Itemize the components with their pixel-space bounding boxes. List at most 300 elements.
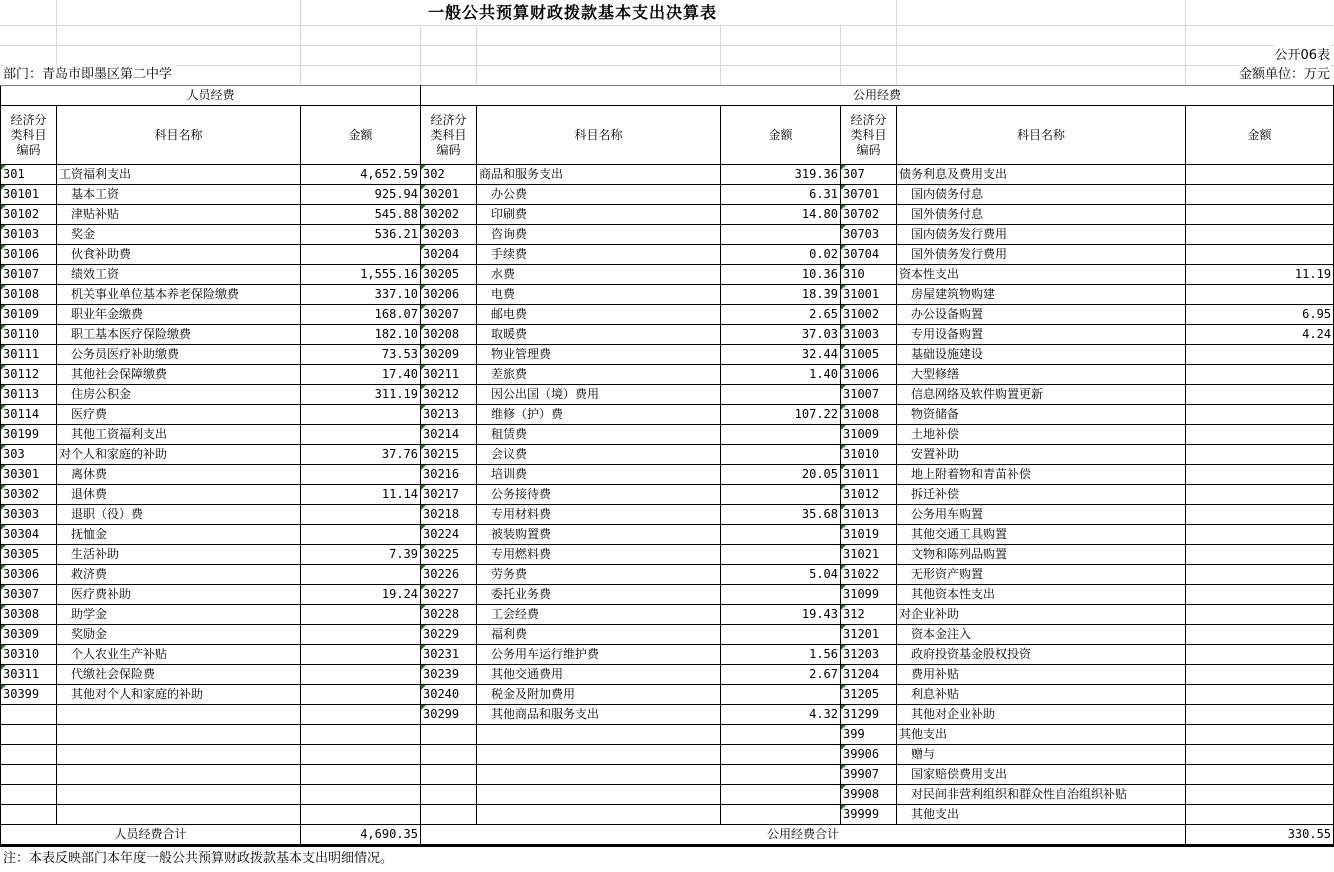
cell-name[interactable]: 物资储备: [897, 405, 1186, 425]
cell-code[interactable]: 30703: [841, 225, 897, 245]
cell-amount[interactable]: [721, 385, 841, 405]
cell-name[interactable]: 机关事业单位基本养老保险缴费: [57, 285, 301, 305]
cell-amount[interactable]: 6.95: [1186, 305, 1334, 325]
cell-name[interactable]: 其他支出: [897, 725, 1186, 745]
cell-amount[interactable]: [1186, 665, 1334, 685]
public-total-amount: 330.55: [1186, 825, 1334, 846]
cell-amount[interactable]: [1186, 525, 1334, 545]
cell-name[interactable]: 公务员医疗补助缴费: [57, 345, 301, 365]
cell-code[interactable]: 30215: [421, 445, 477, 465]
cell-code[interactable]: [1, 785, 57, 805]
cell-name[interactable]: 因公出国（境）费用: [477, 385, 721, 405]
cell-name[interactable]: [57, 705, 301, 725]
cell-amount[interactable]: [301, 765, 421, 785]
cell-name[interactable]: [57, 725, 301, 745]
cell-amount[interactable]: [301, 465, 421, 485]
cell-amount[interactable]: 37.76: [301, 445, 421, 465]
cell-code[interactable]: 307: [841, 165, 897, 185]
cell-name[interactable]: 其他工资福利支出: [57, 425, 301, 445]
cell-code[interactable]: 31205: [841, 685, 897, 705]
cell-name[interactable]: 办公费: [477, 185, 721, 205]
cell-code[interactable]: 30206: [421, 285, 477, 305]
cell-code[interactable]: 31022: [841, 565, 897, 585]
cell-code[interactable]: 30306: [1, 565, 57, 585]
cell-amount[interactable]: [721, 765, 841, 785]
cell-code[interactable]: 39907: [841, 765, 897, 785]
cell-amount[interactable]: [301, 605, 421, 625]
cell-code[interactable]: 30102: [1, 205, 57, 225]
cell-amount[interactable]: [301, 425, 421, 445]
cell-name[interactable]: [57, 765, 301, 785]
cell-name[interactable]: 公务接待费: [477, 485, 721, 505]
cell-code[interactable]: [421, 805, 477, 825]
cell-amount[interactable]: 20.05: [721, 465, 841, 485]
cell-name[interactable]: 被装购置费: [477, 525, 721, 545]
cell-name[interactable]: 助学金: [57, 605, 301, 625]
cell-amount[interactable]: [1186, 805, 1334, 825]
cell-code[interactable]: 30217: [421, 485, 477, 505]
cell-name[interactable]: 国家赔偿费用支出: [897, 765, 1186, 785]
cell-code[interactable]: 30113: [1, 385, 57, 405]
cell-code[interactable]: 31002: [841, 305, 897, 325]
cell-name[interactable]: 其他支出: [897, 805, 1186, 825]
cell-amount[interactable]: [301, 245, 421, 265]
cell-name[interactable]: 公务用车运行维护费: [477, 645, 721, 665]
table-row: [1, 605, 1334, 625]
cell-name[interactable]: 个人农业生产补贴: [57, 645, 301, 665]
cell-amount[interactable]: [1186, 465, 1334, 485]
cell-amount[interactable]: [1186, 225, 1334, 245]
cell-code[interactable]: 31201: [841, 625, 897, 645]
cell-code[interactable]: 30199: [1, 425, 57, 445]
cell-amount[interactable]: [1186, 505, 1334, 525]
cell-name[interactable]: 物业管理费: [477, 345, 721, 365]
cell-name[interactable]: 国外债务发行费用: [897, 245, 1186, 265]
cell-amount[interactable]: [1186, 485, 1334, 505]
cell-code[interactable]: 30228: [421, 605, 477, 625]
cell-code[interactable]: 30307: [1, 585, 57, 605]
cell-name[interactable]: 税金及附加费用: [477, 685, 721, 705]
cell-amount[interactable]: [1186, 185, 1334, 205]
cell-amount[interactable]: [301, 505, 421, 525]
cell-amount[interactable]: [1186, 645, 1334, 665]
cell-amount[interactable]: [1186, 205, 1334, 225]
cell-code[interactable]: 30240: [421, 685, 477, 705]
cell-name[interactable]: [477, 725, 721, 745]
cell-name[interactable]: 奖金: [57, 225, 301, 245]
cell-code[interactable]: 30204: [421, 245, 477, 265]
cell-amount[interactable]: 4,652.59: [301, 165, 421, 185]
cell-amount[interactable]: 4.24: [1186, 325, 1334, 345]
cell-name[interactable]: 信息网络及软件购置更新: [897, 385, 1186, 405]
cell-amount[interactable]: [1186, 545, 1334, 565]
cell-amount[interactable]: 107.22: [721, 405, 841, 425]
cell-code[interactable]: 31003: [841, 325, 897, 345]
cell-name[interactable]: 文物和陈列品购置: [897, 545, 1186, 565]
cell-amount[interactable]: [1186, 365, 1334, 385]
cell-code[interactable]: 31008: [841, 405, 897, 425]
cell-name[interactable]: 工资福利支出: [57, 165, 301, 185]
cell-name[interactable]: 对民间非营利组织和群众性自治组织补贴: [897, 785, 1186, 805]
cell-amount[interactable]: [1186, 445, 1334, 465]
cell-name[interactable]: 水费: [477, 265, 721, 285]
cell-name[interactable]: 拆迁补偿: [897, 485, 1186, 505]
cell-name[interactable]: 培训费: [477, 465, 721, 485]
cell-code[interactable]: 30310: [1, 645, 57, 665]
cell-code[interactable]: 30106: [1, 245, 57, 265]
cell-name[interactable]: 专用设备购置: [897, 325, 1186, 345]
cell-code[interactable]: [421, 765, 477, 785]
cell-code[interactable]: 31007: [841, 385, 897, 405]
cell-name[interactable]: 津贴补贴: [57, 205, 301, 225]
cell-name[interactable]: 取暖费: [477, 325, 721, 345]
cell-name[interactable]: 邮电费: [477, 305, 721, 325]
cell-amount[interactable]: 182.10: [301, 325, 421, 345]
cell-code[interactable]: 30227: [421, 585, 477, 605]
cell-amount[interactable]: [301, 805, 421, 825]
cell-name[interactable]: 伙食补助费: [57, 245, 301, 265]
cell-amount[interactable]: [721, 805, 841, 825]
cell-name[interactable]: 生活补助: [57, 545, 301, 565]
cell-name[interactable]: 委托业务费: [477, 585, 721, 605]
cell-name[interactable]: 安置补助: [897, 445, 1186, 465]
cell-name[interactable]: 专用燃料费: [477, 545, 721, 565]
cell-code[interactable]: 31099: [841, 585, 897, 605]
cell-amount[interactable]: 168.07: [301, 305, 421, 325]
cell-amount[interactable]: [721, 785, 841, 805]
cell-name[interactable]: 绩效工资: [57, 265, 301, 285]
cell-amount[interactable]: 6.31: [721, 185, 841, 205]
cell-code[interactable]: [421, 745, 477, 765]
cell-name[interactable]: 公务用车购置: [897, 505, 1186, 525]
cell-name[interactable]: 福利费: [477, 625, 721, 645]
cell-name[interactable]: 救济费: [57, 565, 301, 585]
cell-amount[interactable]: 1.56: [721, 645, 841, 665]
cell-amount[interactable]: [721, 485, 841, 505]
cell-name[interactable]: 政府投资基金股权投资: [897, 645, 1186, 665]
cell-amount[interactable]: [721, 745, 841, 765]
cell-name[interactable]: 国内债务发行费用: [897, 225, 1186, 245]
cell-code[interactable]: 30308: [1, 605, 57, 625]
cell-name[interactable]: 其他商品和服务支出: [477, 705, 721, 725]
cell-name[interactable]: 地上附着物和青苗补偿: [897, 465, 1186, 485]
cell-name[interactable]: 其他对个人和家庭的补助: [57, 685, 301, 705]
cell-name[interactable]: 资本性支出: [897, 265, 1186, 285]
cell-name[interactable]: 费用补贴: [897, 665, 1186, 685]
cell-code[interactable]: 30224: [421, 525, 477, 545]
cell-name[interactable]: 退休费: [57, 485, 301, 505]
cell-code[interactable]: 39999: [841, 805, 897, 825]
cell-name[interactable]: 对企业补助: [897, 605, 1186, 625]
cell-code[interactable]: 31005: [841, 345, 897, 365]
cell-amount[interactable]: [721, 685, 841, 705]
cell-amount[interactable]: [1186, 725, 1334, 745]
cell-amount[interactable]: [301, 565, 421, 585]
cell-code[interactable]: 30303: [1, 505, 57, 525]
cell-code[interactable]: 31019: [841, 525, 897, 545]
cell-name[interactable]: 其他社会保障缴费: [57, 365, 301, 385]
cell-amount[interactable]: [1186, 705, 1334, 725]
cell-code[interactable]: 31203: [841, 645, 897, 665]
cell-name[interactable]: 商品和服务支出: [477, 165, 721, 185]
cell-code[interactable]: 31001: [841, 285, 897, 305]
cell-amount[interactable]: [301, 405, 421, 425]
cell-name[interactable]: [477, 745, 721, 765]
cell-name[interactable]: 大型修缮: [897, 365, 1186, 385]
cell-code[interactable]: 30108: [1, 285, 57, 305]
cell-code[interactable]: 30399: [1, 685, 57, 705]
cell-amount[interactable]: [1186, 165, 1334, 185]
cell-amount[interactable]: [1186, 745, 1334, 765]
cell-code[interactable]: [1, 805, 57, 825]
cell-amount[interactable]: 14.80: [721, 205, 841, 225]
cell-amount[interactable]: 19.24: [301, 585, 421, 605]
cell-code[interactable]: 31021: [841, 545, 897, 565]
cell-amount[interactable]: 1,555.16: [301, 265, 421, 285]
cell-name[interactable]: 住房公积金: [57, 385, 301, 405]
cell-code[interactable]: 30111: [1, 345, 57, 365]
cell-amount[interactable]: [1186, 685, 1334, 705]
cell-code[interactable]: 30208: [421, 325, 477, 345]
cell-name[interactable]: 抚恤金: [57, 525, 301, 545]
cell-amount[interactable]: [721, 525, 841, 545]
cell-code[interactable]: 30211: [421, 365, 477, 385]
cell-name[interactable]: 其他资本性支出: [897, 585, 1186, 605]
cell-code[interactable]: [1, 765, 57, 785]
cell-name[interactable]: 其他对企业补助: [897, 705, 1186, 725]
cell-code[interactable]: 30114: [1, 405, 57, 425]
cell-amount[interactable]: [721, 445, 841, 465]
cell-code[interactable]: 30103: [1, 225, 57, 245]
cell-code[interactable]: 39908: [841, 785, 897, 805]
cell-name[interactable]: 代缴社会保险费: [57, 665, 301, 685]
cell-amount[interactable]: 11.19: [1186, 265, 1334, 285]
cell-name[interactable]: 奖励金: [57, 625, 301, 645]
cell-name[interactable]: 差旅费: [477, 365, 721, 385]
cell-name[interactable]: 国内债务付息: [897, 185, 1186, 205]
cell-name[interactable]: 职工基本医疗保险缴费: [57, 325, 301, 345]
cell-name[interactable]: 利息补贴: [897, 685, 1186, 705]
cell-name[interactable]: 国外债务付息: [897, 205, 1186, 225]
cell-code[interactable]: 31011: [841, 465, 897, 485]
cell-code[interactable]: 30309: [1, 625, 57, 645]
cell-amount[interactable]: [301, 665, 421, 685]
cell-amount[interactable]: [1186, 625, 1334, 645]
cell-amount[interactable]: [1186, 785, 1334, 805]
cell-code[interactable]: 30216: [421, 465, 477, 485]
cell-name[interactable]: 印刷费: [477, 205, 721, 225]
cell-code[interactable]: 31010: [841, 445, 897, 465]
cell-name[interactable]: 维修（护）费: [477, 405, 721, 425]
cell-amount[interactable]: [1186, 585, 1334, 605]
cell-code[interactable]: [1, 725, 57, 745]
cell-code[interactable]: 30301: [1, 465, 57, 485]
cell-name[interactable]: 对个人和家庭的补助: [57, 445, 301, 465]
cell-code[interactable]: 310: [841, 265, 897, 285]
cell-amount[interactable]: 545.88: [301, 205, 421, 225]
cell-name[interactable]: 专用材料费: [477, 505, 721, 525]
cell-code[interactable]: 30239: [421, 665, 477, 685]
cell-code[interactable]: 30202: [421, 205, 477, 225]
cell-code[interactable]: 30112: [1, 365, 57, 385]
cell-code[interactable]: 31299: [841, 705, 897, 725]
cell-code[interactable]: 30218: [421, 505, 477, 525]
cell-name[interactable]: 租赁费: [477, 425, 721, 445]
cell-name[interactable]: [57, 785, 301, 805]
cell-amount[interactable]: 1.40: [721, 365, 841, 385]
cell-code[interactable]: [421, 785, 477, 805]
cell-code[interactable]: 39906: [841, 745, 897, 765]
cell-code[interactable]: 30109: [1, 305, 57, 325]
cell-code[interactable]: 30225: [421, 545, 477, 565]
cell-code[interactable]: [1, 745, 57, 765]
cell-code[interactable]: 30101: [1, 185, 57, 205]
cell-code[interactable]: [421, 725, 477, 745]
cell-code[interactable]: 301: [1, 165, 57, 185]
cell-amount[interactable]: 19.43: [721, 605, 841, 625]
cell-name[interactable]: 办公设备购置: [897, 305, 1186, 325]
cell-name[interactable]: 工会经费: [477, 605, 721, 625]
cell-code[interactable]: 31009: [841, 425, 897, 445]
table-row: [1, 725, 1334, 745]
cell-amount[interactable]: 73.53: [301, 345, 421, 365]
cell-code[interactable]: 30201: [421, 185, 477, 205]
cell-amount[interactable]: [301, 785, 421, 805]
cell-amount[interactable]: 17.40: [301, 365, 421, 385]
cell-code[interactable]: 399: [841, 725, 897, 745]
cell-code[interactable]: 30110: [1, 325, 57, 345]
cell-name[interactable]: 债务利息及费用支出: [897, 165, 1186, 185]
cell-code[interactable]: 30299: [421, 705, 477, 725]
cell-code[interactable]: [1, 705, 57, 725]
cell-code[interactable]: 30701: [841, 185, 897, 205]
cell-code[interactable]: 30229: [421, 625, 477, 645]
cell-code[interactable]: 30231: [421, 645, 477, 665]
cell-code[interactable]: 302: [421, 165, 477, 185]
cell-amount[interactable]: [301, 685, 421, 705]
cell-amount[interactable]: 337.10: [301, 285, 421, 305]
cell-amount[interactable]: [1186, 385, 1334, 405]
cell-code[interactable]: 30305: [1, 545, 57, 565]
cell-name[interactable]: [57, 745, 301, 765]
cell-code[interactable]: 30304: [1, 525, 57, 545]
cell-name[interactable]: 资本金注入: [897, 625, 1186, 645]
cell-amount[interactable]: 32.44: [721, 345, 841, 365]
cell-name[interactable]: 手续费: [477, 245, 721, 265]
cell-code[interactable]: 30226: [421, 565, 477, 585]
cell-code[interactable]: 30212: [421, 385, 477, 405]
cell-amount[interactable]: [721, 625, 841, 645]
cell-amount[interactable]: 0.02: [721, 245, 841, 265]
cell-amount[interactable]: [1186, 605, 1334, 625]
cell-amount[interactable]: [1186, 405, 1334, 425]
cell-code[interactable]: 31006: [841, 365, 897, 385]
cell-code[interactable]: 30702: [841, 205, 897, 225]
cell-amount[interactable]: [1186, 765, 1334, 785]
cell-amount[interactable]: [1186, 285, 1334, 305]
cell-amount[interactable]: [1186, 245, 1334, 265]
cell-code[interactable]: 31013: [841, 505, 897, 525]
cell-name[interactable]: 其他交通费用: [477, 665, 721, 685]
cell-amount[interactable]: 37.03: [721, 325, 841, 345]
cell-name[interactable]: 会议费: [477, 445, 721, 465]
cell-name[interactable]: 咨询费: [477, 225, 721, 245]
cell-code[interactable]: 303: [1, 445, 57, 465]
cell-name[interactable]: [477, 805, 721, 825]
cell-amount[interactable]: 2.67: [721, 665, 841, 685]
cell-code[interactable]: 30207: [421, 305, 477, 325]
cell-code[interactable]: 30107: [1, 265, 57, 285]
cell-name[interactable]: [57, 805, 301, 825]
cell-code[interactable]: 31012: [841, 485, 897, 505]
cell-code[interactable]: 30213: [421, 405, 477, 425]
cell-amount[interactable]: [721, 585, 841, 605]
cell-code[interactable]: 30203: [421, 225, 477, 245]
cell-amount[interactable]: [301, 745, 421, 765]
cell-name[interactable]: 医疗费: [57, 405, 301, 425]
cell-amount[interactable]: 18.39: [721, 285, 841, 305]
cell-name[interactable]: 无形资产购置: [897, 565, 1186, 585]
cell-amount[interactable]: [301, 725, 421, 745]
cell-code[interactable]: 30302: [1, 485, 57, 505]
cell-name[interactable]: 基本工资: [57, 185, 301, 205]
cell-amount[interactable]: 311.19: [301, 385, 421, 405]
cell-amount[interactable]: 319.36: [721, 165, 841, 185]
cell-amount[interactable]: [301, 525, 421, 545]
cell-code[interactable]: 30205: [421, 265, 477, 285]
cell-amount[interactable]: [721, 425, 841, 445]
cell-code[interactable]: 312: [841, 605, 897, 625]
cell-amount[interactable]: 536.21: [301, 225, 421, 245]
cell-amount[interactable]: [721, 725, 841, 745]
cell-name[interactable]: 房屋建筑物购建: [897, 285, 1186, 305]
cell-name[interactable]: [477, 765, 721, 785]
cell-amount[interactable]: [721, 225, 841, 245]
cell-amount[interactable]: [301, 625, 421, 645]
cell-name[interactable]: 医疗费补助: [57, 585, 301, 605]
cell-code[interactable]: 30704: [841, 245, 897, 265]
cell-amount[interactable]: 925.94: [301, 185, 421, 205]
cell-name[interactable]: 其他交通工具购置: [897, 525, 1186, 545]
cell-code[interactable]: 30311: [1, 665, 57, 685]
cell-amount[interactable]: [301, 645, 421, 665]
cell-code[interactable]: 30209: [421, 345, 477, 365]
cell-code[interactable]: 30214: [421, 425, 477, 445]
cell-name[interactable]: 离休费: [57, 465, 301, 485]
cell-amount[interactable]: [301, 705, 421, 725]
cell-name[interactable]: 电费: [477, 285, 721, 305]
cell-amount[interactable]: 10.36: [721, 265, 841, 285]
cell-amount[interactable]: 4.32: [721, 705, 841, 725]
cell-amount[interactable]: [1186, 345, 1334, 365]
cell-amount[interactable]: [1186, 565, 1334, 585]
cell-amount[interactable]: 35.68: [721, 505, 841, 525]
cell-name[interactable]: 职业年金缴费: [57, 305, 301, 325]
cell-amount[interactable]: 11.14: [301, 485, 421, 505]
cell-amount[interactable]: 7.39: [301, 545, 421, 565]
cell-name[interactable]: [477, 785, 721, 805]
cell-name[interactable]: 土地补偿: [897, 425, 1186, 445]
cell-amount[interactable]: [1186, 425, 1334, 445]
cell-amount[interactable]: 5.04: [721, 565, 841, 585]
cell-name[interactable]: 劳务费: [477, 565, 721, 585]
cell-name[interactable]: 退职（役）费: [57, 505, 301, 525]
cell-name[interactable]: 基础设施建设: [897, 345, 1186, 365]
cell-code[interactable]: 31204: [841, 665, 897, 685]
cell-name[interactable]: 赠与: [897, 745, 1186, 765]
cell-amount[interactable]: 2.65: [721, 305, 841, 325]
cell-amount[interactable]: [721, 545, 841, 565]
